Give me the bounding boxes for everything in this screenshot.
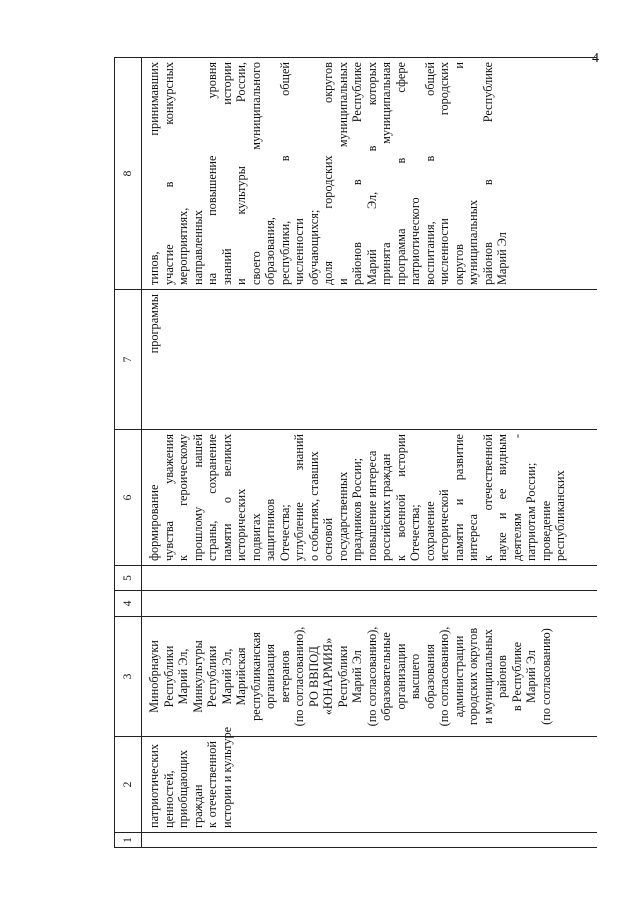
cell-text-line: республиканских [553,470,567,561]
page-number: 4 [592,51,599,66]
cell-text-line: патриотам России; [524,462,538,561]
cell-text-line: Марий Эл, в которых [364,62,379,285]
cell-text-line: Отечества; [408,504,422,561]
cell-text-line: о событиях, ставших [306,451,321,561]
cell-text-line: (по согласованию) [538,628,553,725]
cell-text-line: участие в конкурсных [161,62,176,285]
cell-text-line: районов [495,655,509,698]
cell-text-line: Марий Эл, [219,648,234,705]
cell-text-line: истории и культуре [219,726,234,828]
cell-text-line: и муниципальных [480,629,495,724]
cell-text-line: районов в Республике [350,62,364,285]
cell-text-line: республиканская [248,632,263,721]
cell-text-line: проведение [538,500,553,561]
cell-text-line: деятелям - [509,434,524,561]
cell-text-line: организации [393,643,408,710]
cell-text-line: государственных [335,471,350,561]
cell-text-line: и муниципальных [335,62,350,285]
col-header-8: 8 [115,58,142,290]
cell-text-line: своего муниципального [248,62,263,285]
cell-text-line: граждан [190,784,205,828]
table-row [142,58,598,848]
cell-text-line: РО ВВПОД [306,646,321,707]
cell-text-line: (по согласованию), [437,626,451,727]
cell-text-line: численности городских [437,62,451,285]
col-header-1: 1 [115,833,142,848]
cell-text-line: к отечественной [205,741,219,828]
cell-text-line: обучающихся; [306,209,321,285]
col-header-5: 5 [115,566,142,591]
cell-text-line: принята муниципальная [379,62,393,285]
cell-text-line: углубление знаний [292,434,306,561]
cell-text-line: к военной истории [393,434,408,561]
cell-text-line: ценностей, [161,770,176,828]
cell-text-line: в Республике [509,641,524,712]
cell-text-line: районов в Республике [480,62,495,285]
cell-text-line: Марий Эл [350,650,364,703]
cell-text-line: Республики [161,645,176,708]
cell-text-line: «ЮНАРМИЯ» [321,637,335,716]
cell-text-line: сохранение [422,501,437,561]
cell-text-line: знаний истории [219,62,234,285]
cell-text-line: образовательные [379,632,393,721]
cell-text-line: Республики [335,645,350,708]
cell-text-line: интереса [466,514,480,561]
cell-text-line: прошлому нашей [190,434,205,561]
cell-col-5 [142,566,598,591]
cell-text-line: (по согласованию), [292,626,306,727]
cell-text-line: Марий Эл [524,650,538,703]
cell-text-line: мероприятиях, [176,207,190,285]
cell-text-line: программы [147,294,161,354]
cell-text-line: Марий Эл, [176,648,190,705]
col-header-3: 3 [115,617,142,737]
cell-text-line: направленных [190,210,205,285]
cell-col-8-indicators [142,58,598,290]
program-table [114,57,597,848]
cell-text-line: Марийская [234,647,248,706]
cell-text-line: городских округов [466,627,480,726]
cell-text-line: Республики [205,645,219,708]
cell-text-line: российских граждан [379,453,393,561]
cell-text-line: исторической [437,489,451,561]
cell-text-line: науке и ее видным [495,434,509,561]
cell-col-1 [142,833,598,848]
cell-text-line: к отечественной [480,434,495,561]
cell-text-line: приобщающих [176,749,190,828]
cell-text-line: муниципальных [466,199,480,285]
cell-text-line: ветеранов [277,650,292,703]
cell-text-line: образования, [263,217,277,285]
cell-text-line: образования [422,644,437,709]
cell-text-line: праздников России; [350,457,364,561]
cell-text-line: к героическому [176,434,190,561]
cell-text-line: на повышение уровня [205,62,219,285]
rotated-table-container [114,58,594,848]
cell-col-6-results [142,430,598,566]
table-header-row [115,58,142,848]
cell-col-7 [142,290,598,430]
cell-text-line: формирование [147,484,161,561]
cell-text-line: защитников [263,498,277,561]
cell-text-line: чувства уважения [161,434,176,561]
cell-text-line: численности [292,218,306,285]
cell-text-line: и культуры России, [234,62,248,285]
cell-col-3-executors [142,617,598,737]
cell-text-line: Минобрнауки [147,640,161,713]
cell-text-line: подвигах [248,513,263,561]
col-header-4: 4 [115,591,142,617]
cell-text-line: высшего [408,653,422,700]
cell-text-line: патриотических [147,743,161,828]
col-header-6: 6 [115,430,142,566]
cell-text-line: памяти и развитие [451,434,466,561]
cell-text-line: республики, в общей [277,62,292,285]
cell-text-line: страны, сохранение [205,434,219,561]
cell-text-line: программа в сфере [393,62,408,285]
cell-text-line: администрации [451,635,466,718]
cell-text-line: организация [263,643,277,710]
cell-text-line: исторических [234,488,248,561]
cell-text-line: Марий Эл [495,232,509,285]
cell-text-line: Минкультуры [190,640,205,713]
cell-text-line: (по согласованию), [364,626,379,727]
cell-text-line: памяти о великих [219,434,234,561]
cell-col-4 [142,591,598,617]
cell-text-line: типов, принимавших [147,62,161,285]
cell-text-line: Отечества; [277,504,292,561]
col-header-7: 7 [115,290,142,430]
cell-text-line: патриотического [408,197,422,285]
cell-col-2-goal [142,726,598,833]
cell-text-line: округов и [451,62,466,285]
cell-text-line: воспитания, в общей [422,62,437,285]
col-header-2: 2 [115,737,142,833]
cell-text-line: доля городских округов [321,62,335,285]
cell-text-line: повышение интереса [364,450,379,561]
cell-text-line: основой [321,517,335,561]
